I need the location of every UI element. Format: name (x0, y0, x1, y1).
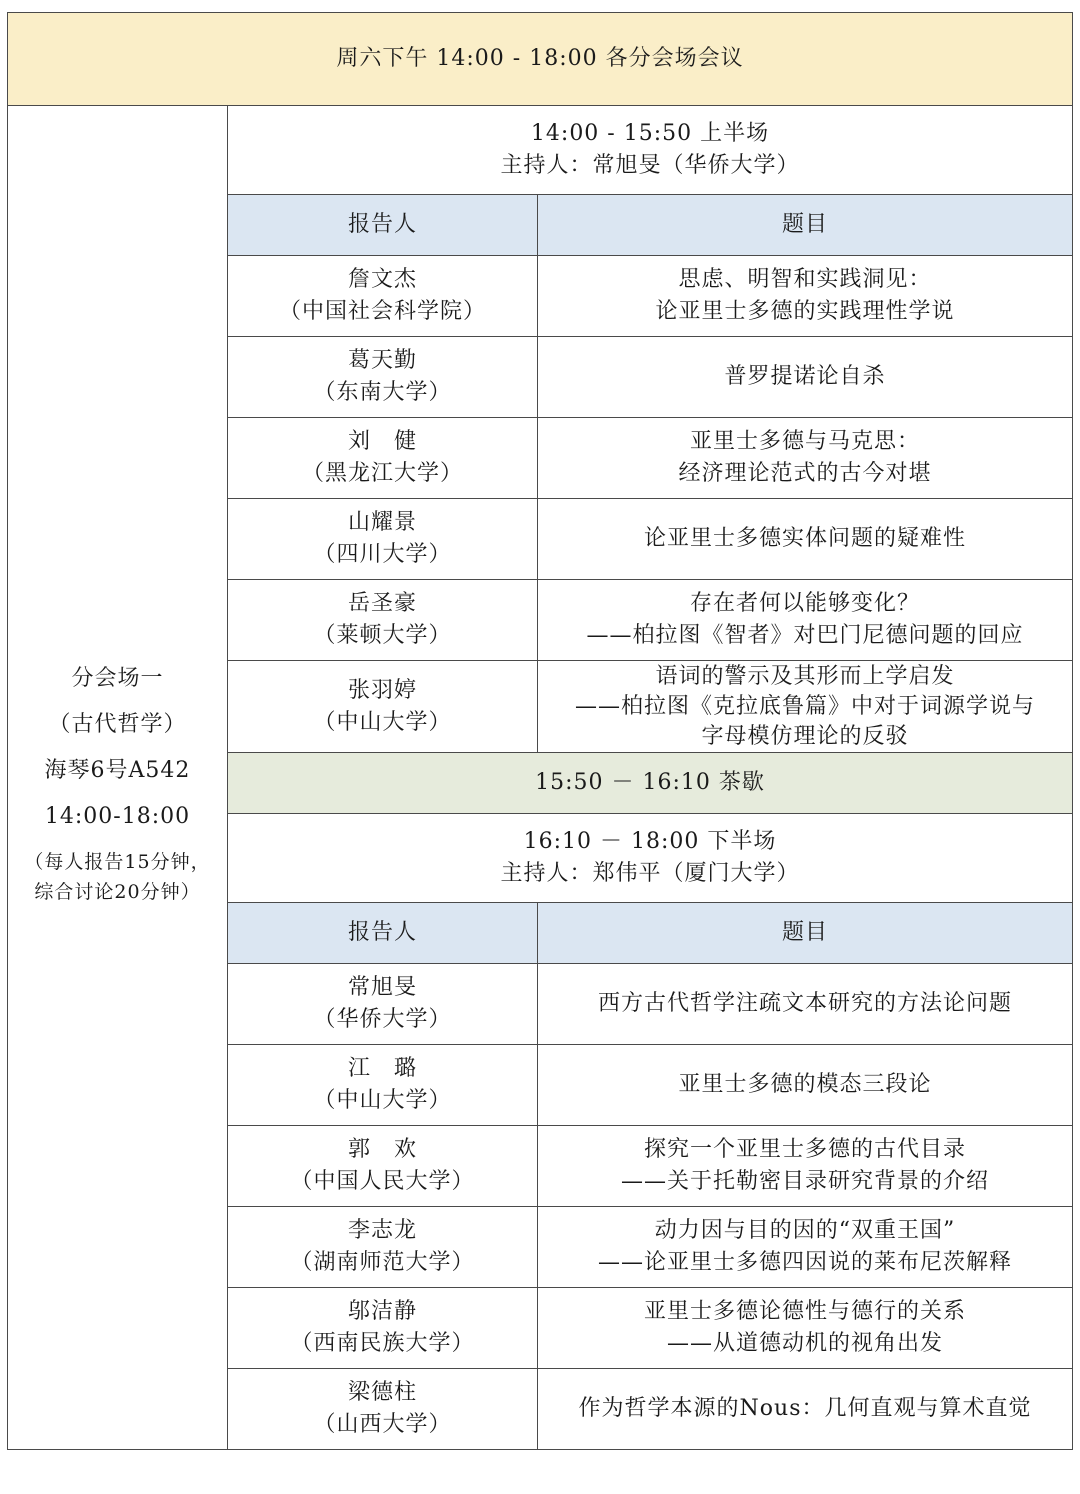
talk-subtitle-line: ——从道德动机的视角出发 (667, 1331, 944, 1356)
speaker-name: 郭 欢 (347, 1137, 417, 1162)
speaker-cell (228, 499, 538, 580)
session1-host: 主持人：常旭旻（华侨大学） (500, 153, 800, 178)
venue-room: 海琴6号A542 (44, 757, 191, 783)
talk-title-line: 作为哲学本源的Nous：几何直观与算术直觉 (578, 1396, 1032, 1421)
speaker-cell (228, 964, 538, 1045)
talk-title-line: 探究一个亚里士多德的古代目录 (644, 1137, 967, 1162)
speaker-name: 梁德柱 (347, 1380, 417, 1405)
talk-title-line: 语词的警示及其形而上学启发 (655, 663, 955, 689)
talk-subtitle-line: ——柏拉图《克拉底鲁篇》中对于词源学说与 (575, 693, 1036, 719)
speaker-cell (228, 1126, 538, 1207)
speaker-institution: （山西大学） (313, 1412, 452, 1437)
speaker-cell (228, 661, 538, 753)
session1-time: 14:00 - 15:50 上半场 (530, 121, 770, 146)
venue-note-line1: （每人报告15分钟， (24, 850, 211, 873)
speaker-institution: （中国社会科学院） (278, 299, 486, 324)
column-header-title: 题目 (538, 903, 1073, 964)
talk-title-cell (538, 1288, 1073, 1369)
session2-time: 16:10 － 18:00 下半场 (523, 829, 777, 854)
speaker-cell (228, 1369, 538, 1450)
venue-note-line2: 综合讨论20分钟） (34, 880, 201, 903)
speaker-name: 岳圣豪 (347, 591, 417, 616)
speaker-name: 葛天勤 (347, 348, 417, 373)
talk-subtitle-line: 字母模仿理论的反驳 (701, 723, 909, 749)
speaker-cell (228, 1045, 538, 1126)
talk-title-cell (538, 418, 1073, 499)
speaker-institution: （四川大学） (313, 542, 452, 567)
venue-name: 分会场一 (71, 665, 164, 691)
speaker-cell (228, 256, 538, 337)
speaker-name: 李志龙 (347, 1218, 417, 1243)
talk-title-cell (538, 256, 1073, 337)
talk-title-line: 思虑、明智和实践洞见： (678, 267, 932, 292)
talk-title-cell (538, 1045, 1073, 1126)
speaker-institution: （中国人民大学） (290, 1169, 475, 1194)
talk-title-line: 存在者何以能够变化？ (690, 591, 921, 616)
schedule-header: 周六下午 14:00 - 18:00 各分会场会议 (8, 13, 1073, 106)
speaker-name: 山耀景 (347, 510, 417, 535)
schedule-table (7, 12, 1073, 1450)
talk-title-cell (538, 1369, 1073, 1450)
speaker-cell (228, 337, 538, 418)
talk-title-cell (538, 964, 1073, 1045)
talk-title-cell (538, 580, 1073, 661)
tea-break-row: 15:50 － 16:10 茶歇 (228, 753, 1073, 814)
venue-topic: （古代哲学） (48, 711, 187, 737)
speaker-cell (228, 580, 538, 661)
talk-title-line: 论亚里士多德实体问题的疑难性 (644, 526, 967, 551)
speaker-institution: （西南民族大学） (290, 1331, 475, 1356)
speaker-institution: （中山大学） (313, 1088, 452, 1113)
talk-title-cell (538, 1126, 1073, 1207)
session2-heading (228, 814, 1073, 903)
speaker-name: 张羽婷 (347, 677, 417, 703)
speaker-institution: （东南大学） (313, 380, 452, 405)
column-header-title: 题目 (538, 195, 1073, 256)
venue-cell (8, 106, 228, 1450)
talk-title-cell (538, 661, 1073, 753)
talk-title-line: 西方古代哲学注疏文本研究的方法论问题 (598, 991, 1013, 1016)
speaker-name: 江 璐 (347, 1056, 417, 1081)
talk-title-line: 动力因与目的因的“双重王国” (654, 1218, 956, 1243)
speaker-name: 刘 健 (347, 429, 417, 454)
speaker-institution: （黑龙江大学） (301, 461, 463, 486)
speaker-name: 詹文杰 (347, 267, 417, 292)
session1-heading (228, 106, 1073, 195)
speaker-institution: （莱顿大学） (313, 623, 452, 648)
talk-title-cell (538, 1207, 1073, 1288)
speaker-institution: （华侨大学） (313, 1007, 452, 1032)
talk-subtitle-line: ——论亚里士多德四因说的莱布尼茨解释 (598, 1250, 1013, 1275)
talk-subtitle-line: 论亚里士多德的实践理性学说 (655, 299, 955, 324)
session2-host: 主持人：郑伟平（厦门大学） (500, 861, 800, 886)
speaker-name: 常旭旻 (347, 975, 417, 1000)
talk-title-line: 普罗提诺论自杀 (724, 364, 886, 389)
speaker-institution: （中山大学） (313, 709, 452, 735)
speaker-cell (228, 418, 538, 499)
talk-title-line: 亚里士多德与马克思： (690, 429, 921, 454)
talk-subtitle-line: 经济理论范式的古今对堪 (678, 461, 932, 486)
speaker-name: 邬洁静 (347, 1299, 417, 1324)
talk-subtitle-line: ——柏拉图《智者》对巴门尼德问题的回应 (586, 623, 1024, 648)
talk-title-line: 亚里士多德论德性与德行的关系 (644, 1299, 967, 1324)
talk-title-cell (538, 337, 1073, 418)
talk-title-line: 亚里士多德的模态三段论 (678, 1072, 932, 1097)
speaker-cell (228, 1207, 538, 1288)
venue-time: 14:00-18:00 (44, 803, 191, 829)
column-header-speaker: 报告人 (228, 195, 538, 256)
speaker-institution: （湖南师范大学） (290, 1250, 475, 1275)
talk-subtitle-line: ——关于托勒密目录研究背景的介绍 (621, 1169, 990, 1194)
column-header-speaker: 报告人 (228, 903, 538, 964)
speaker-cell (228, 1288, 538, 1369)
talk-title-cell (538, 499, 1073, 580)
